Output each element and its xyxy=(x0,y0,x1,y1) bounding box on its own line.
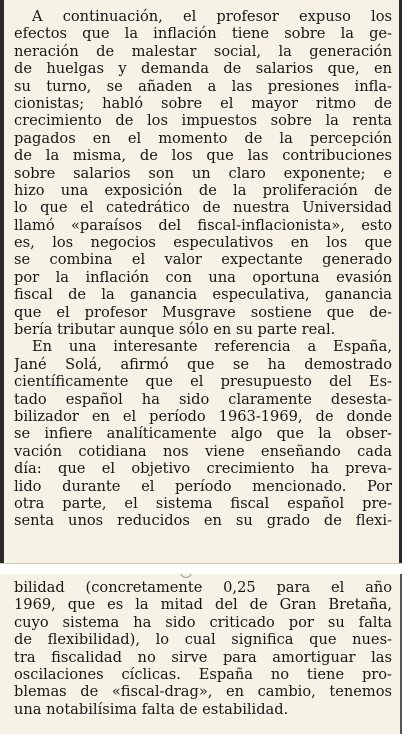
scan-edge-left xyxy=(0,0,4,563)
article-column-bottom xyxy=(14,579,392,718)
text-line: pagados en el momento de la percepción xyxy=(14,129,392,147)
text-line: bilidad (concretamente 0,25 para el año xyxy=(14,579,392,596)
text-line: que el profesor Musgrave sostiene que de- xyxy=(14,303,392,321)
text-line: senta unos reducidos en su grado de flexi- xyxy=(14,512,392,530)
text-line: oscilaciones cíclicas. España no tiene pro- xyxy=(14,665,392,683)
text-line: Jané Solá, afirmó que se ha demostrado xyxy=(14,355,392,373)
text-line: bería tributar aunque sólo en su parte real. xyxy=(14,321,336,339)
text-line: una notabilísima falta de estabilidad. xyxy=(14,700,289,718)
text-line: fiscal de la ganancia especulativa, ganancia xyxy=(14,286,392,304)
text-line: efectos que la inflación tiene sobre la ge- xyxy=(14,25,392,43)
text-line: se infiere analíticamente algo que la obser- xyxy=(14,425,392,443)
text-line: blemas de «fiscal-drag», en cambio, tenemos xyxy=(14,683,392,701)
text-line: bilizador en el período 1963-1969, de donde xyxy=(14,407,392,425)
text-line: otra parte, el sistema fiscal español pre- xyxy=(14,494,392,512)
text-line: su turno, se añaden a las presiones infla- xyxy=(14,77,392,95)
text-line: cionistas; habló sobre el mayor ritmo de xyxy=(14,94,392,112)
text-line: de la misma, de los que las contribuciones xyxy=(14,147,392,165)
text-line: A continuación, el profesor expuso los xyxy=(32,8,392,25)
text-line: tra fiscalidad no sirve para amortiguar las xyxy=(14,648,392,666)
text-line: es, los negocios especulativos en los que xyxy=(14,234,392,252)
text-line: neración de malestar social, la generación xyxy=(14,42,392,60)
text-line: En una interesante referencia a España, xyxy=(32,338,392,356)
text-line: hizo una exposición de la proliferación de xyxy=(14,181,392,199)
text-line: por la inflación con una oportuna evasión xyxy=(14,268,392,286)
text-line: crecimiento de los impuestos sobre la renta xyxy=(14,112,392,130)
newspaper-clipping-bottom xyxy=(0,574,402,734)
text-line: científicamente que el presupuesto del Es- xyxy=(14,373,392,391)
text-line: llamó «paraísos del fiscal-inflacionista», esto xyxy=(14,216,392,234)
text-line: sobre salarios son un claro exponente; e xyxy=(14,164,392,182)
text-line: vación cotidiana nos viene enseñando cada xyxy=(14,442,392,460)
paper-tear-mark xyxy=(180,574,192,578)
text-line: de flexibilidad), lo cual significa que nues- xyxy=(14,631,392,649)
text-line: lo que el catedrático de nuestra Universidad xyxy=(14,199,392,217)
text-line: tado español ha sido claramente desesta- xyxy=(14,390,392,408)
text-line: cuyo sistema ha sido criticado por su falta xyxy=(14,613,392,631)
text-line: se combina el valor expectante generado xyxy=(14,251,392,269)
text-line: lido durante el período mencionado. Por xyxy=(14,477,392,495)
text-line: 1969, que es la mitad del de Gran Bretaña, xyxy=(14,596,392,614)
text-line: de huelgas y demanda de salarios que, en xyxy=(14,60,392,78)
text-line: día: que el objetivo crecimiento ha preva- xyxy=(14,460,392,478)
article-column-top xyxy=(14,8,392,530)
